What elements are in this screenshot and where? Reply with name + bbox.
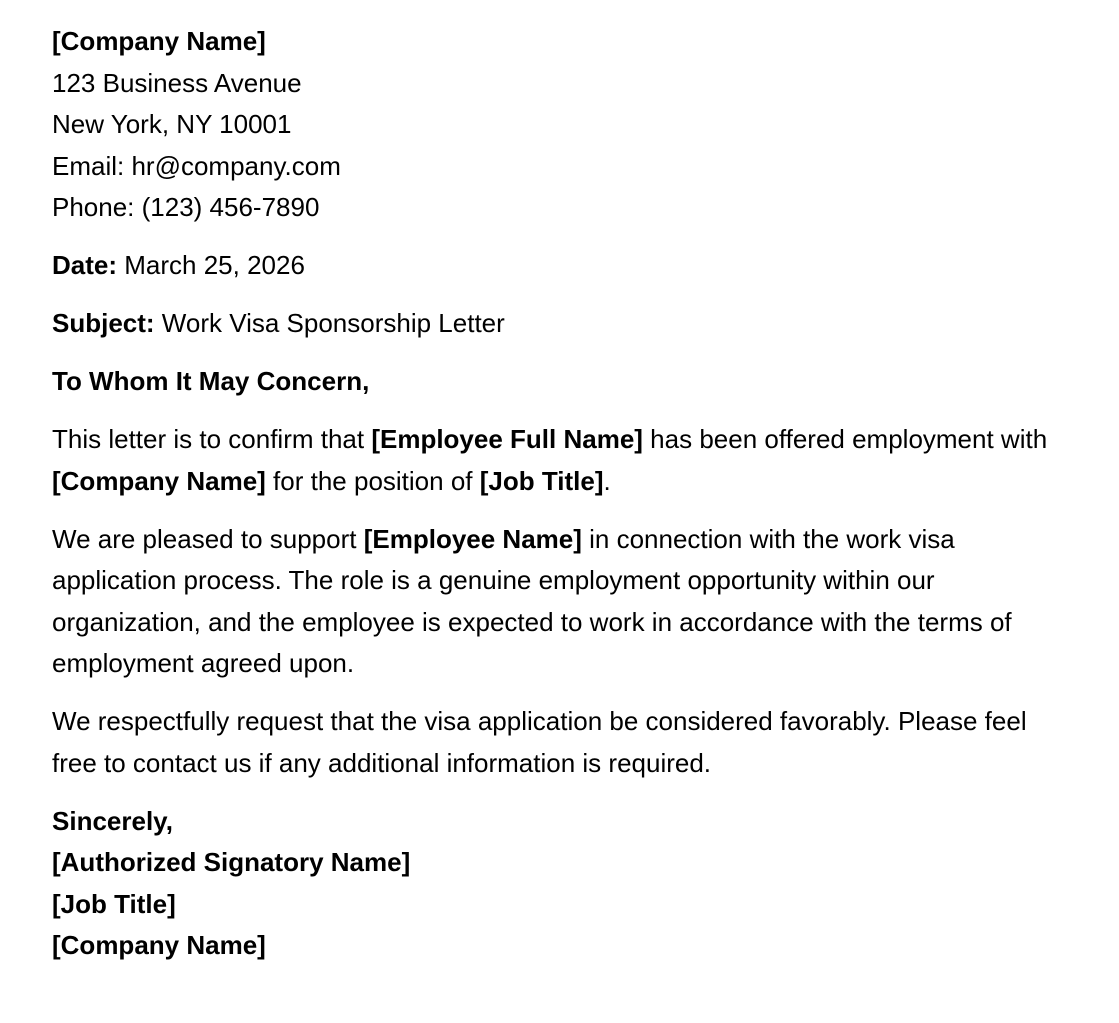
placeholder-employee-full-name: [Employee Full Name] [371, 424, 643, 454]
text-run: . [603, 465, 611, 496]
text-run: This letter is to confirm that [52, 424, 372, 454]
signature-company-name-text: [Company Name] [52, 930, 266, 960]
signature-closing [52, 801, 1052, 843]
placeholder-company-name: [Company Name] [52, 465, 266, 496]
letterhead-company-name [52, 21, 1052, 63]
salutation [52, 361, 1052, 403]
signature-job-title-text: [Job Title] [52, 888, 176, 919]
placeholder-job-title: [Job Title] [479, 465, 604, 496]
closing-text: Sincerely, [52, 805, 173, 836]
date-value: March 25, 2026 [117, 250, 305, 280]
letterhead-address-line2: New York, NY 10001 [52, 109, 292, 139]
letterhead-phone-line: Phone: (123) 456-7890 [52, 192, 320, 222]
signatory-name-text: [Authorized Signatory Name] [52, 847, 411, 877]
letterhead [52, 21, 1052, 229]
text-run: We are pleased to support [52, 523, 364, 554]
placeholder-employee-name: [Employee Name] [363, 523, 582, 554]
text-run: in connection with the work visa application process. The role is a genuine employment opportunity within our organization, and the employee is expected to work in accordance with the terms of employment agreed upon. [52, 523, 1012, 678]
text-run: for the position of [265, 465, 480, 496]
letter-content [52, 21, 1052, 967]
company-name-text: [Company Name] [52, 26, 266, 56]
letterhead-email-line: Email: hr@company.com [52, 150, 341, 181]
paragraph-visa-support [52, 519, 1052, 685]
signature-signatory-name [52, 842, 1052, 884]
letterhead-address-line1: 123 Business Avenue [52, 67, 302, 98]
paragraph-request [52, 701, 1052, 784]
salutation-text: To Whom It May Concern, [52, 366, 370, 396]
subject-value: Work Visa Sponsorship Letter [154, 308, 505, 338]
signature-company-name [52, 925, 1052, 967]
subject-line [52, 303, 1052, 345]
paragraph-employment-confirmation [52, 419, 1052, 502]
signature-block [52, 801, 1052, 967]
subject-label: Subject: [52, 308, 155, 338]
text-run: We respectfully request that the visa application be considered favorably. Please feel free to contact us if any additional information is required. [52, 706, 1027, 778]
date-line [52, 245, 1052, 287]
date-label: Date: [52, 250, 118, 280]
signature-job-title [52, 884, 1052, 926]
text-run: has been offered employment with [642, 424, 1048, 454]
